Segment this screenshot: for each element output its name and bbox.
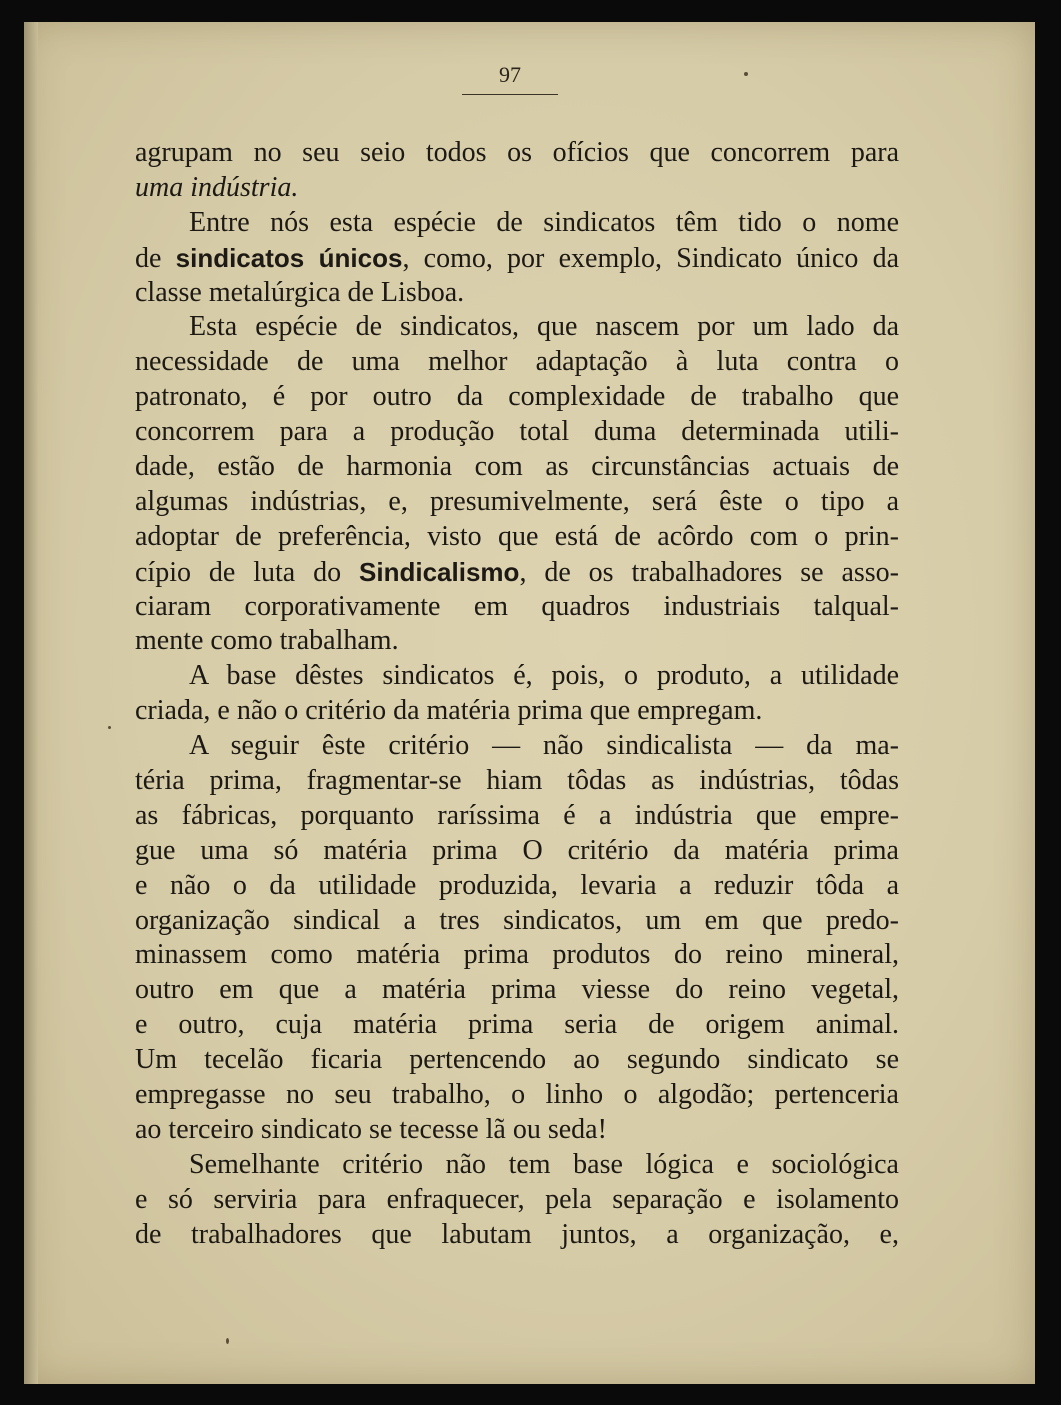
text-run: A seguir êste critério — não sindicalista — da ma-	[189, 730, 899, 762]
text-line	[135, 1183, 899, 1218]
text-line	[135, 764, 899, 799]
text-run: e não o da utilidade produzida, levaria a reduzir tôda a	[135, 869, 899, 901]
text-line	[135, 206, 899, 241]
text-line	[135, 415, 899, 450]
text-run: , como, por exemplo, Sindicato único da	[402, 242, 899, 274]
text-line	[135, 485, 899, 520]
ink-speck	[108, 726, 111, 729]
text-run: de	[135, 242, 176, 274]
text-line	[135, 834, 899, 869]
text-line	[135, 1113, 899, 1148]
text-line	[135, 171, 899, 206]
text-run: ao terceiro sindicato se tecesse lã ou seda!	[135, 1113, 607, 1145]
text-run: gue uma só matéria prima O critério da matéria prima	[135, 834, 899, 866]
page-number-rule	[462, 94, 558, 95]
text-line	[135, 555, 899, 590]
text-line	[135, 1043, 899, 1078]
emphasized-term: sindicatos únicos	[175, 242, 403, 273]
text-line	[135, 938, 899, 973]
text-line	[135, 520, 899, 555]
text-line	[135, 380, 899, 415]
text-run: minassem como matéria prima produtos do reino mineral,	[135, 939, 899, 971]
text-run: organização sindical a tres sindicatos, um em que predo-	[135, 904, 899, 936]
emphasized-term: Sindicalismo	[359, 556, 520, 587]
text-line	[135, 1218, 899, 1253]
text-line	[135, 624, 899, 659]
body-text	[135, 136, 899, 1253]
text-run: adoptar de preferência, visto que está de acôrdo com o prin-	[135, 520, 899, 552]
text-run: patronato, é por outro da complexidade de trabalho que	[135, 381, 899, 413]
text-run: , de os trabalhadores se asso-	[519, 556, 899, 588]
text-line	[135, 310, 899, 345]
ink-speck	[744, 72, 748, 76]
text-line	[135, 659, 899, 694]
text-line	[135, 973, 899, 1008]
ink-speck	[226, 1338, 229, 1344]
italic-text: uma indústria.	[135, 171, 299, 203]
text-run: cípio de luta do	[135, 556, 360, 588]
text-run: necessidade de uma melhor adaptação à luta contra o	[135, 346, 899, 378]
text-run: concorrem para a produção total duma determinada utili-	[135, 416, 899, 448]
text-line	[135, 276, 899, 311]
text-line	[135, 904, 899, 939]
text-run: A base dêstes sindicatos é, pois, o produto, a utilidade	[189, 660, 899, 692]
text-run: e outro, cuja matéria prima seria de origem animal.	[135, 1009, 899, 1041]
text-line	[135, 869, 899, 904]
text-run: e só serviria para enfraquecer, pela separação e isolamento	[135, 1183, 899, 1215]
text-run: de trabalhadores que labutam juntos, a organização, e,	[135, 1218, 899, 1250]
text-run: classe metalúrgica de Lisboa.	[135, 276, 465, 308]
text-line	[135, 450, 899, 485]
text-run: dade, estão de harmonia com as circunstâncias actuais de	[135, 451, 899, 483]
text-line	[135, 345, 899, 380]
page-gutter	[24, 22, 38, 1384]
text-line	[135, 136, 899, 171]
text-line	[135, 1078, 899, 1113]
text-line	[135, 1008, 899, 1043]
text-line	[135, 694, 899, 729]
text-line	[135, 799, 899, 834]
text-run: Entre nós esta espécie de sindicatos têm tido o nome	[189, 206, 899, 238]
text-line	[135, 241, 899, 276]
page-number: 97	[499, 62, 521, 87]
text-run: algumas indústrias, e, presumivelmente, será êste o tipo a	[135, 485, 899, 517]
text-run: agrupam no seu seio todos os ofícios que concorrem para	[135, 137, 899, 168]
text-run: Esta espécie de sindicatos, que nascem por um lado da	[189, 311, 899, 343]
text-run: criada, e não o critério da matéria prima que empregam.	[135, 695, 763, 727]
text-run: téria prima, fragmentar-se hiam tôdas as indústrias, tôdas	[135, 765, 899, 797]
text-run: Um tecelão ficaria pertencendo ao segundo sindicato se	[135, 1044, 899, 1076]
text-run: as fábricas, porquanto raríssima é a indústria que empre-	[135, 799, 899, 831]
text-run: empregasse no seu trabalho, o linho o algodão; pertenceria	[135, 1079, 899, 1111]
text-run: Semelhante critério não tem base lógica e sociológica	[189, 1148, 899, 1180]
text-line	[135, 729, 899, 764]
text-line	[135, 1148, 899, 1183]
text-run: outro em que a matéria prima viesse do reino vegetal,	[135, 974, 899, 1006]
text-line	[135, 590, 899, 625]
text-run: mente como trabalham.	[135, 625, 399, 657]
text-run: ciaram corporativamente em quadros industriais talqual-	[135, 590, 899, 622]
